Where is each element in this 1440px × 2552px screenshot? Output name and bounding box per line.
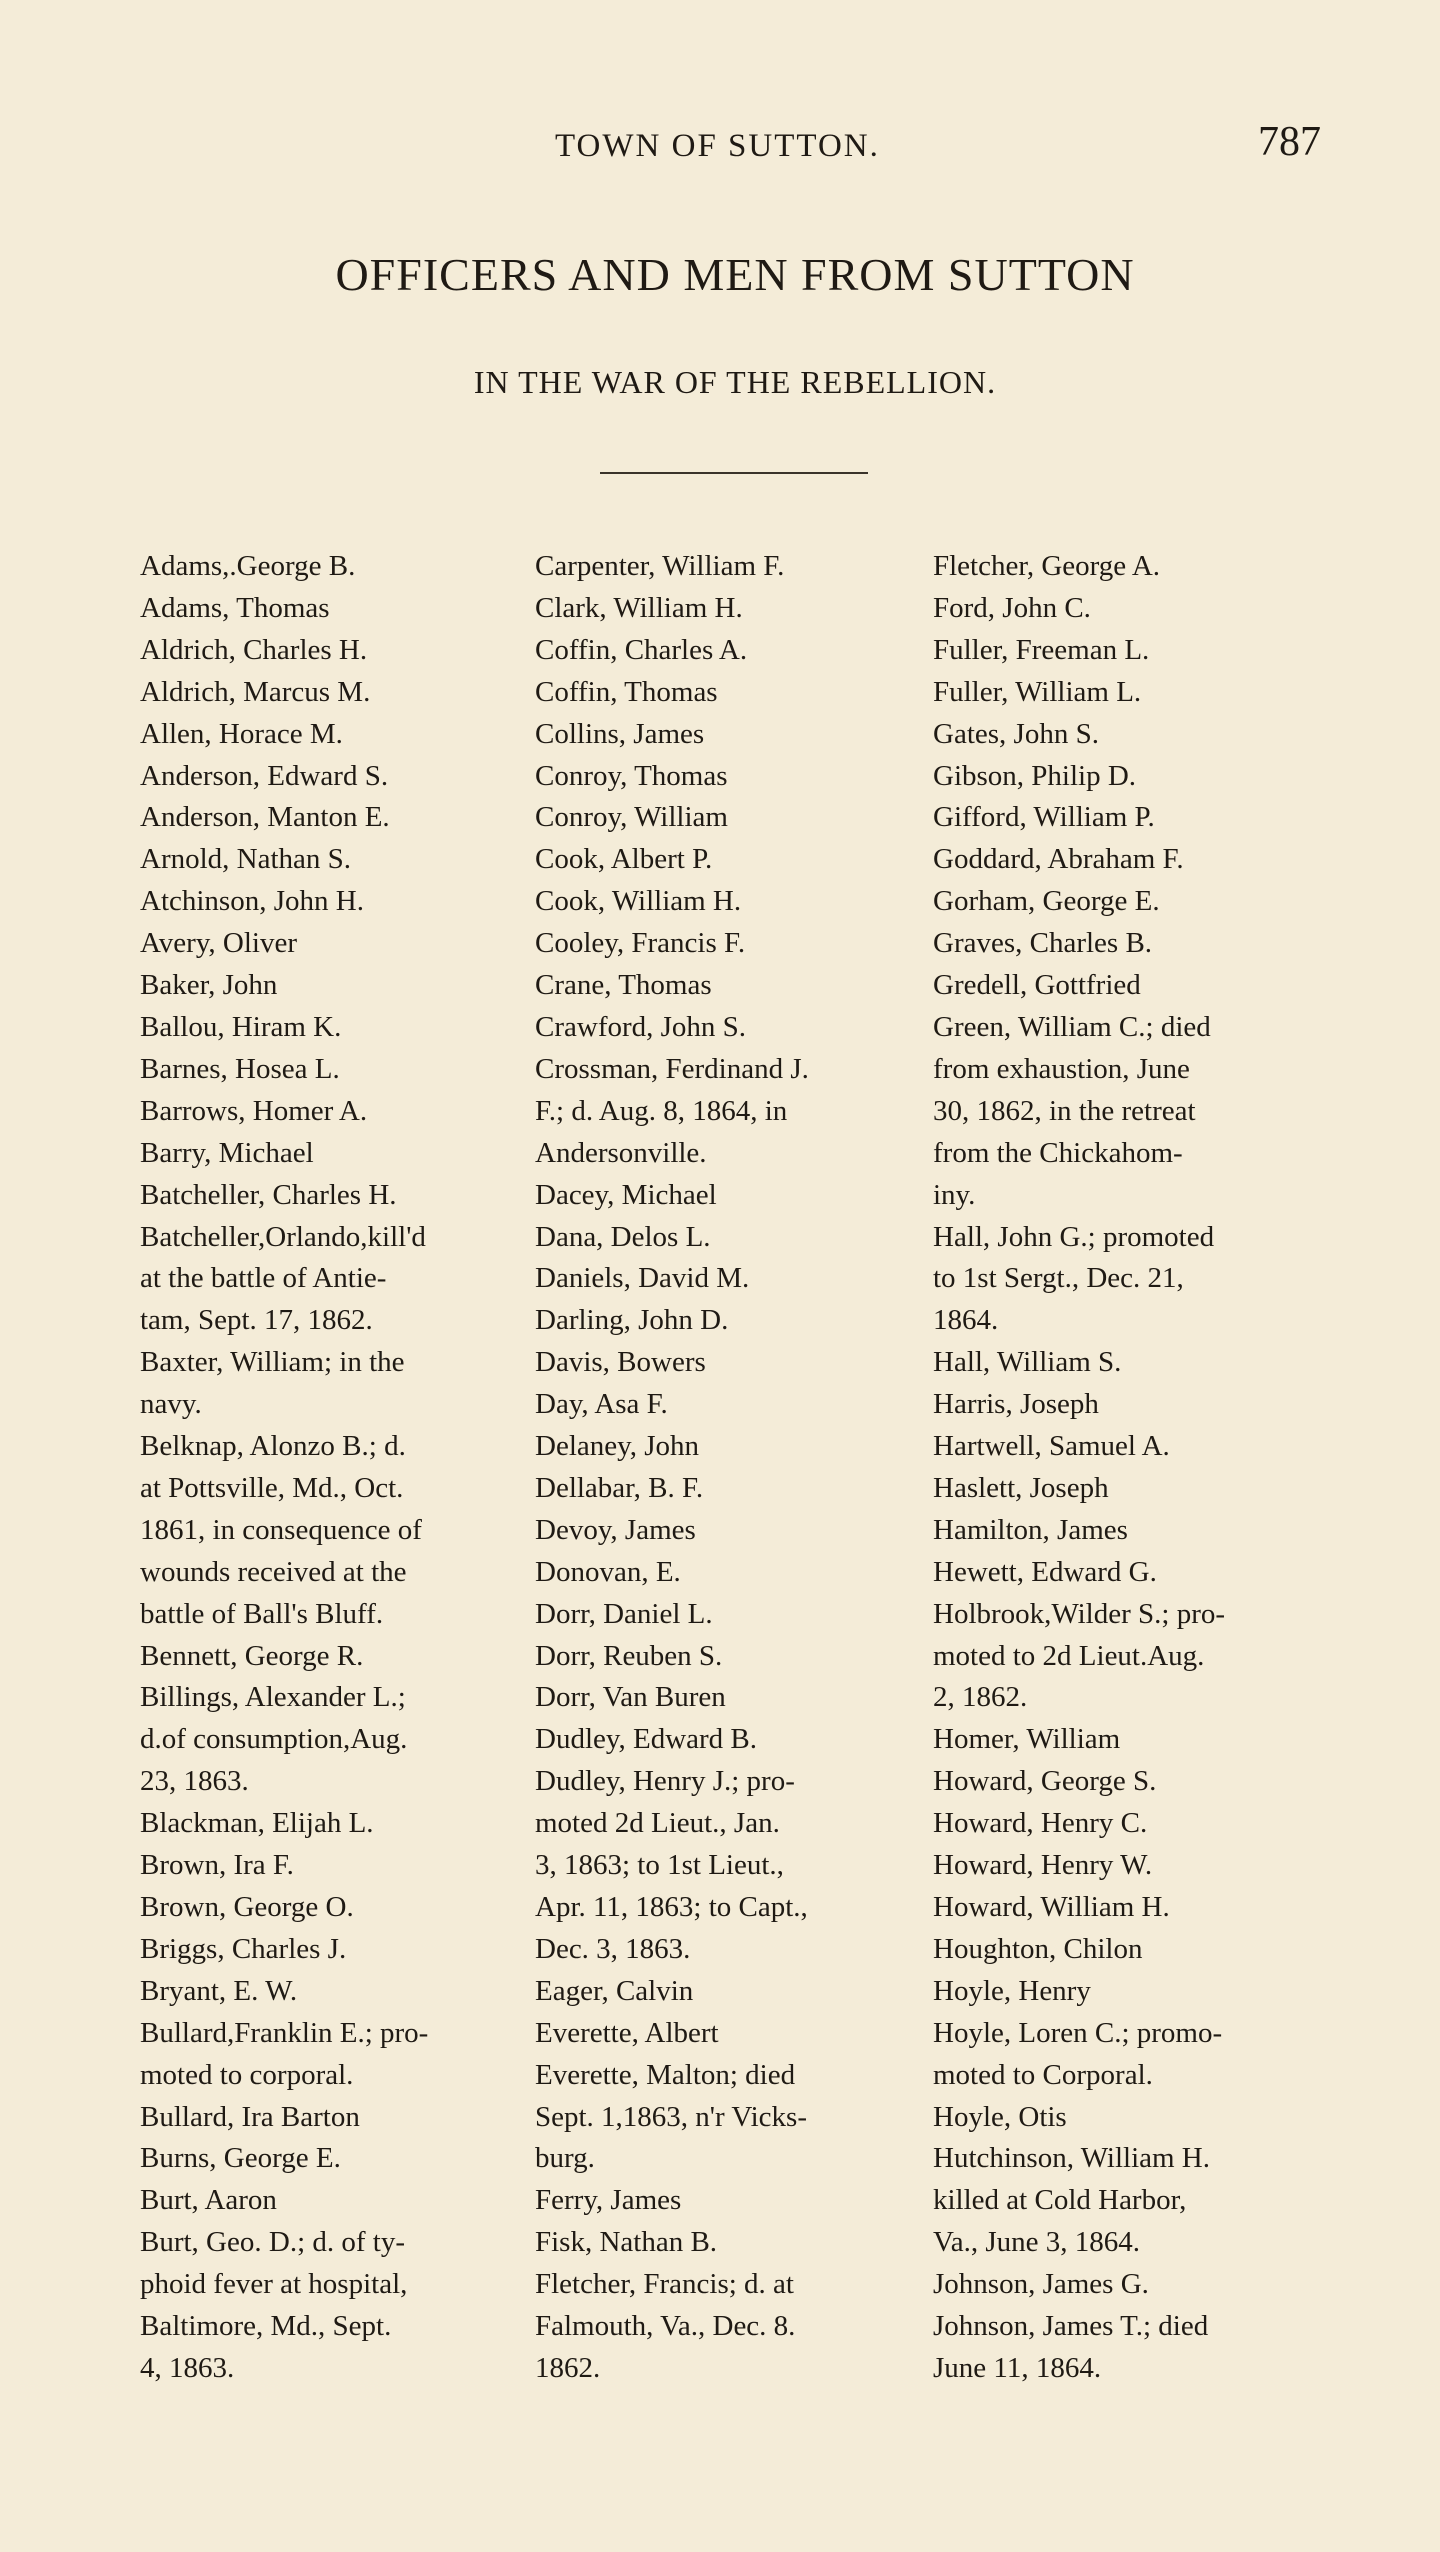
roster-entry (140, 1007, 525, 1049)
roster-entry (933, 1594, 1333, 1720)
roster-entry-line: Barrows, Homer A. (140, 1094, 368, 1127)
roster-entry-line: at Pottsville, Md., Oct. (140, 1471, 404, 1504)
roster-entry-line: Bullard,Franklin E.; pro- (140, 2016, 429, 2049)
roster-entry-line: wounds received at the (140, 1555, 407, 1588)
roster-entry (535, 2180, 930, 2222)
roster-entry-line: Hall, John G.; promoted (933, 1220, 1215, 1253)
roster-entry (140, 588, 525, 630)
roster-entry-line: Dellabar, B. F. (535, 1471, 704, 1504)
roster-entry (933, 2306, 1333, 2390)
roster-entry-line: Delaney, John (535, 1430, 700, 1463)
roster-entry-line: F.; d. Aug. 8, 1864, in (535, 1094, 788, 1127)
roster-entry (535, 1258, 930, 1300)
roster-entry-line: Day, Asa F. (535, 1388, 668, 1421)
roster-entry-line: Batcheller, Charles H. (140, 1178, 397, 1211)
roster-entry-line: Crossman, Ferdinand J. (535, 1052, 809, 1085)
roster-entry-line: Eager, Calvin (535, 1974, 694, 2007)
roster-entry (933, 2264, 1333, 2306)
roster-entry (140, 1426, 525, 1636)
roster-entry-line: Clark, William H. (535, 591, 743, 624)
roster-entry-line: Howard, William H. (933, 1891, 1170, 1923)
roster-entry (140, 546, 525, 588)
roster-entry-line: Collins, James (535, 717, 705, 750)
roster-entry-line: battle of Ball's Bluff. (140, 1597, 384, 1630)
roster-entry (933, 839, 1333, 881)
roster-entry-line: Dacey, Michael (535, 1178, 717, 1211)
roster-entry (140, 1845, 525, 1887)
roster-entry (933, 1761, 1333, 1803)
roster-entry-line: Dorr, Van Buren (535, 1681, 726, 1714)
roster-entry (535, 1175, 930, 1217)
roster-entry (535, 630, 930, 672)
roster-entry-line: Briggs, Charles J. (140, 1932, 347, 1965)
roster-entry (140, 881, 525, 923)
roster-entry (535, 1971, 930, 2013)
roster-entry-line: Donovan, E. (535, 1555, 681, 1588)
roster-entry-line: Hartwell, Samuel A. (933, 1430, 1170, 1463)
roster-entry-line: Cook, William H. (535, 885, 742, 918)
roster-entry (140, 965, 525, 1007)
roster-entry-line: Dorr, Reuben S. (535, 1639, 723, 1672)
roster-entry (535, 797, 930, 839)
roster-entry-line: tam, Sept. 17, 1862. (140, 1304, 373, 1337)
roster-entry (535, 1426, 930, 1468)
roster-entry-line: Homer, William (933, 1723, 1121, 1756)
roster-entry-line: Hutchinson, William H. (933, 2142, 1211, 2175)
roster-entry (933, 2097, 1333, 2139)
roster-entry (933, 1007, 1333, 1217)
roster-entry (140, 1803, 525, 1845)
roster-entry-line: 4, 1863. (140, 2351, 235, 2384)
roster-entry-line: Ferry, James (535, 2184, 682, 2217)
roster-entry-line: moted to Corporal. (933, 2058, 1153, 2091)
roster-entry (140, 1342, 525, 1426)
roster-entry-line: Apr. 11, 1863; to Capt., (535, 1891, 808, 1923)
roster-entry (535, 1677, 930, 1719)
roster-entry (933, 1217, 1333, 1343)
roster-entry (933, 714, 1333, 756)
roster-entry (535, 1342, 930, 1384)
running-title: TOWN OF SUTTON. (555, 128, 880, 164)
roster-entry-line: Houghton, Chilon (933, 1932, 1143, 1965)
roster-entry-line: Hoyle, Henry (933, 1974, 1091, 2007)
roster-entry-line: Blackman, Elijah L. (140, 1807, 374, 1840)
roster-entry-line: Dec. 3, 1863. (535, 1932, 691, 1965)
roster-entry (933, 1468, 1333, 1510)
roster-entry (140, 2097, 525, 2139)
roster-entry (933, 1887, 1333, 1929)
roster-entry-line: killed at Cold Harbor, (933, 2184, 1187, 2217)
roster-entry-line: 2, 1862. (933, 1681, 1028, 1714)
roster-entry-line: Avery, Oliver (140, 927, 298, 960)
roster-entry-line: Sept. 1,1863, n'r Vicks- (535, 2100, 807, 2133)
roster-entry-line: Barry, Michael (140, 1136, 314, 1169)
roster-entry-line: Hamilton, James (933, 1513, 1128, 1546)
roster-entry-line: Hoyle, Otis (933, 2100, 1067, 2133)
roster-entry (140, 923, 525, 965)
roster-entry (933, 1510, 1333, 1552)
page-title: OFFICERS AND MEN FROM SUTTON (335, 249, 1135, 300)
roster-entry-line: moted 2d Lieut., Jan. (535, 1807, 780, 1840)
roster-entry (933, 546, 1333, 588)
roster-entry-line: Burns, George E. (140, 2142, 341, 2175)
roster-entry-line: Arnold, Nathan S. (140, 843, 352, 876)
roster-entry (535, 1384, 930, 1426)
roster-entry (140, 2180, 525, 2222)
roster-entry (535, 1217, 930, 1259)
roster-entry (140, 2222, 525, 2390)
roster-entry-line: Anderson, Manton E. (140, 801, 390, 834)
roster-entry (535, 1594, 930, 1636)
roster-entry-line: Darling, John D. (535, 1304, 729, 1337)
roster-entry-line: Conroy, Thomas (535, 759, 728, 792)
roster-entry (933, 1384, 1333, 1426)
roster-entry-line: June 11, 1864. (933, 2351, 1102, 2384)
roster-entry (140, 2138, 525, 2180)
roster-entry-line: Dudley, Henry J.; pro- (535, 1765, 795, 1798)
roster-entry-line: Haslett, Joseph (933, 1471, 1109, 1504)
roster-entry-line: Burt, Aaron (140, 2184, 277, 2217)
roster-entry-line: Atchinson, John H. (140, 885, 364, 918)
roster-entry (140, 1217, 525, 1343)
roster-entry (140, 1049, 525, 1091)
roster-entry-line: Coffin, Charles A. (535, 633, 748, 666)
roster-entry (535, 672, 930, 714)
roster-entry-line: Johnson, James G. (933, 2268, 1149, 2301)
roster-entry (535, 714, 930, 756)
roster-entry (535, 1719, 930, 1761)
roster-entry-line: moted to 2d Lieut.Aug. (933, 1639, 1205, 1672)
roster-entry-line: Howard, Henry W. (933, 1849, 1153, 1882)
roster-entry-line: Hall, William S. (933, 1346, 1122, 1379)
roster-entry-line: Gredell, Gottfried (933, 969, 1141, 1002)
roster-entry (933, 923, 1333, 965)
roster-entry-line: Crane, Thomas (535, 969, 712, 1002)
roster-entry (535, 965, 930, 1007)
page-number: 787 (1258, 119, 1321, 165)
roster-entry (535, 546, 930, 588)
roster-entry-line: Brown, Ira F. (140, 1849, 294, 1882)
roster-entry (535, 1468, 930, 1510)
roster-entry (140, 1677, 525, 1803)
roster-entry (535, 1636, 930, 1678)
roster-entry (140, 839, 525, 881)
roster-entry (535, 2264, 930, 2390)
roster-entry (535, 588, 930, 630)
roster-entry-line: Fuller, Freeman L. (933, 633, 1150, 666)
roster-entry-line: Baxter, William; in the (140, 1346, 405, 1379)
roster-entry-line: Bryant, E. W. (140, 1974, 298, 2007)
roster-entry-line: Fuller, William L. (933, 675, 1142, 708)
running-header (0, 118, 1440, 168)
roster-entry-line: Carpenter, William F. (535, 550, 785, 582)
roster-entry-line: Gibson, Philip D. (933, 759, 1137, 792)
roster-entry-line: Billings, Alexander L.; (140, 1681, 406, 1714)
roster-column-2 (535, 546, 930, 2390)
roster-entry-line: moted to corporal. (140, 2058, 354, 2091)
roster-column-3 (933, 546, 1333, 2390)
roster-entry (933, 1803, 1333, 1845)
roster-entry (933, 881, 1333, 923)
roster-entry-line: Davis, Bowers (535, 1346, 706, 1379)
roster-entry (535, 1049, 930, 1175)
roster-entry-line: Harris, Joseph (933, 1388, 1099, 1421)
roster-entry (933, 630, 1333, 672)
roster-entry-line: Fletcher, George A. (933, 550, 1161, 582)
roster-entry (140, 1636, 525, 1678)
roster-entry-line: Everette, Albert (535, 2016, 719, 2049)
roster-entry (140, 1971, 525, 2013)
roster-entry (933, 2138, 1333, 2264)
roster-entry-line: Falmouth, Va., Dec. 8. (535, 2310, 796, 2343)
roster-entry (535, 756, 930, 798)
roster-entry (535, 1510, 930, 1552)
roster-entry-line: 3, 1863; to 1st Lieut., (535, 1849, 784, 1882)
roster-entry-line: Baker, John (140, 969, 278, 1002)
roster-entry-line: Batcheller,Orlando,kill'd (140, 1220, 426, 1253)
roster-entry-line: iny. (933, 1178, 976, 1211)
roster-entry (535, 881, 930, 923)
roster-entry-line: Gifford, William P. (933, 801, 1155, 834)
roster-entry (140, 797, 525, 839)
roster-entry-line: Andersonville. (535, 1136, 707, 1169)
roster-column-1 (140, 546, 525, 2390)
roster-entry (140, 1133, 525, 1175)
roster-entry-line: from the Chickahom- (933, 1136, 1183, 1169)
roster-entry-line: Fisk, Nathan B. (535, 2226, 718, 2259)
roster-entry (535, 839, 930, 881)
roster-entry-line: Barnes, Hosea L. (140, 1052, 340, 1085)
roster-entry-line: Adams, Thomas (140, 591, 330, 624)
roster-entry-line: d.of consumption,Aug. (140, 1723, 408, 1756)
roster-entry (933, 1719, 1333, 1761)
roster-entry (933, 756, 1333, 798)
roster-entry (535, 1300, 930, 1342)
roster-entry-line: Hewett, Edward G. (933, 1555, 1157, 1588)
roster-entry-line: Ballou, Hiram K. (140, 1010, 342, 1043)
roster-entry-line: 1864. (933, 1304, 999, 1337)
roster-entry-line: Devoy, James (535, 1513, 696, 1546)
roster-entry-line: navy. (140, 1388, 202, 1421)
roster-entry (535, 1761, 930, 1971)
roster-entry-line: Goddard, Abraham F. (933, 843, 1184, 876)
roster-entry (933, 1971, 1333, 2013)
roster-entry-line: burg. (535, 2142, 595, 2175)
roster-entry-line: Aldrich, Marcus M. (140, 675, 371, 708)
title-divider (600, 472, 868, 474)
roster-entry-line: Bennett, George R. (140, 1639, 364, 1672)
roster-entry-line: Coffin, Thomas (535, 675, 718, 708)
roster-entry-line: Howard, George S. (933, 1765, 1157, 1798)
roster-entry-line: Green, William C.; died (933, 1010, 1211, 1043)
roster-entry-line: Adams,.George B. (140, 550, 356, 582)
roster-entry (933, 588, 1333, 630)
roster-entry (535, 1552, 930, 1594)
roster-entry-line: 1861, in consequence of (140, 1513, 422, 1546)
roster-entry (933, 1845, 1333, 1887)
roster-entry-line: Johnson, James T.; died (933, 2310, 1209, 2343)
roster-entry-line: Howard, Henry C. (933, 1807, 1148, 1840)
roster-entry (933, 672, 1333, 714)
roster-entry (140, 672, 525, 714)
roster-entry (140, 2013, 525, 2097)
roster-entry (140, 630, 525, 672)
roster-entry-line: Hoyle, Loren C.; promo- (933, 2016, 1223, 2049)
roster-entry (140, 1175, 525, 1217)
roster-entry-line: from exhaustion, June (933, 1052, 1190, 1085)
roster-entry-line: Everette, Malton; died (535, 2058, 796, 2091)
roster-entry-line: Dana, Delos L. (535, 1220, 711, 1253)
roster-entry (933, 1552, 1333, 1594)
roster-entry (140, 1887, 525, 1929)
roster-entry (535, 923, 930, 965)
roster-entry-line: 23, 1863. (140, 1765, 249, 1798)
roster-entry (933, 965, 1333, 1007)
roster-entry-line: at the battle of Antie- (140, 1262, 387, 1295)
roster-entry-line: Belknap, Alonzo B.; d. (140, 1430, 406, 1463)
roster-entry (933, 797, 1333, 839)
roster-entry (140, 1929, 525, 1971)
roster-entry-line: 30, 1862, in the retreat (933, 1094, 1196, 1127)
roster-entry-line: Dorr, Daniel L. (535, 1597, 713, 1630)
roster-entry-line: Gates, John S. (933, 717, 1099, 750)
roster-entry-line: Dudley, Edward B. (535, 1723, 758, 1756)
roster-entry-line: Bullard, Ira Barton (140, 2100, 360, 2133)
roster-entry-line: Baltimore, Md., Sept. (140, 2310, 392, 2343)
roster-entry-line: Cook, Albert P. (535, 843, 713, 876)
roster-entry-line: Gorham, George E. (933, 885, 1160, 918)
roster-entry-line: Ford, John C. (933, 591, 1091, 624)
roster-entry-line: Graves, Charles B. (933, 927, 1153, 960)
roster-entry (535, 2222, 930, 2264)
roster-entry (933, 1426, 1333, 1468)
roster-entry (933, 2013, 1333, 2097)
roster-entry-line: Holbrook,Wilder S.; pro- (933, 1597, 1226, 1630)
roster-entry-line: phoid fever at hospital, (140, 2268, 408, 2301)
roster-entry-line: Aldrich, Charles H. (140, 633, 368, 666)
roster-entry-line: Anderson, Edward S. (140, 759, 389, 792)
roster-entry (535, 1007, 930, 1049)
roster-entry (140, 1091, 525, 1133)
roster-entry-line: Allen, Horace M. (140, 717, 343, 750)
roster-entry-line: Va., June 3, 1864. (933, 2226, 1141, 2259)
roster-entry-line: Brown, George O. (140, 1891, 354, 1923)
roster-entry-line: Crawford, John S. (535, 1010, 747, 1043)
roster-entry-line: Conroy, William (535, 801, 728, 834)
page-subtitle: IN THE WAR OF THE REBELLION. (473, 364, 997, 400)
roster-entry (535, 2013, 930, 2055)
roster-entry-line: to 1st Sergt., Dec. 21, (933, 1262, 1184, 1295)
roster-entry-line: Fletcher, Francis; d. at (535, 2268, 794, 2301)
roster-entry (535, 2055, 930, 2181)
roster-entry-line: Burt, Geo. D.; d. of ty- (140, 2226, 405, 2259)
roster-entry (140, 714, 525, 756)
roster-entry (140, 756, 525, 798)
roster-entry-line: 1862. (535, 2351, 601, 2384)
roster-entry (933, 1929, 1333, 1971)
roster-entry-line: Daniels, David M. (535, 1262, 750, 1295)
roster-entry-line: Cooley, Francis F. (535, 927, 746, 960)
roster-entry (933, 1342, 1333, 1384)
